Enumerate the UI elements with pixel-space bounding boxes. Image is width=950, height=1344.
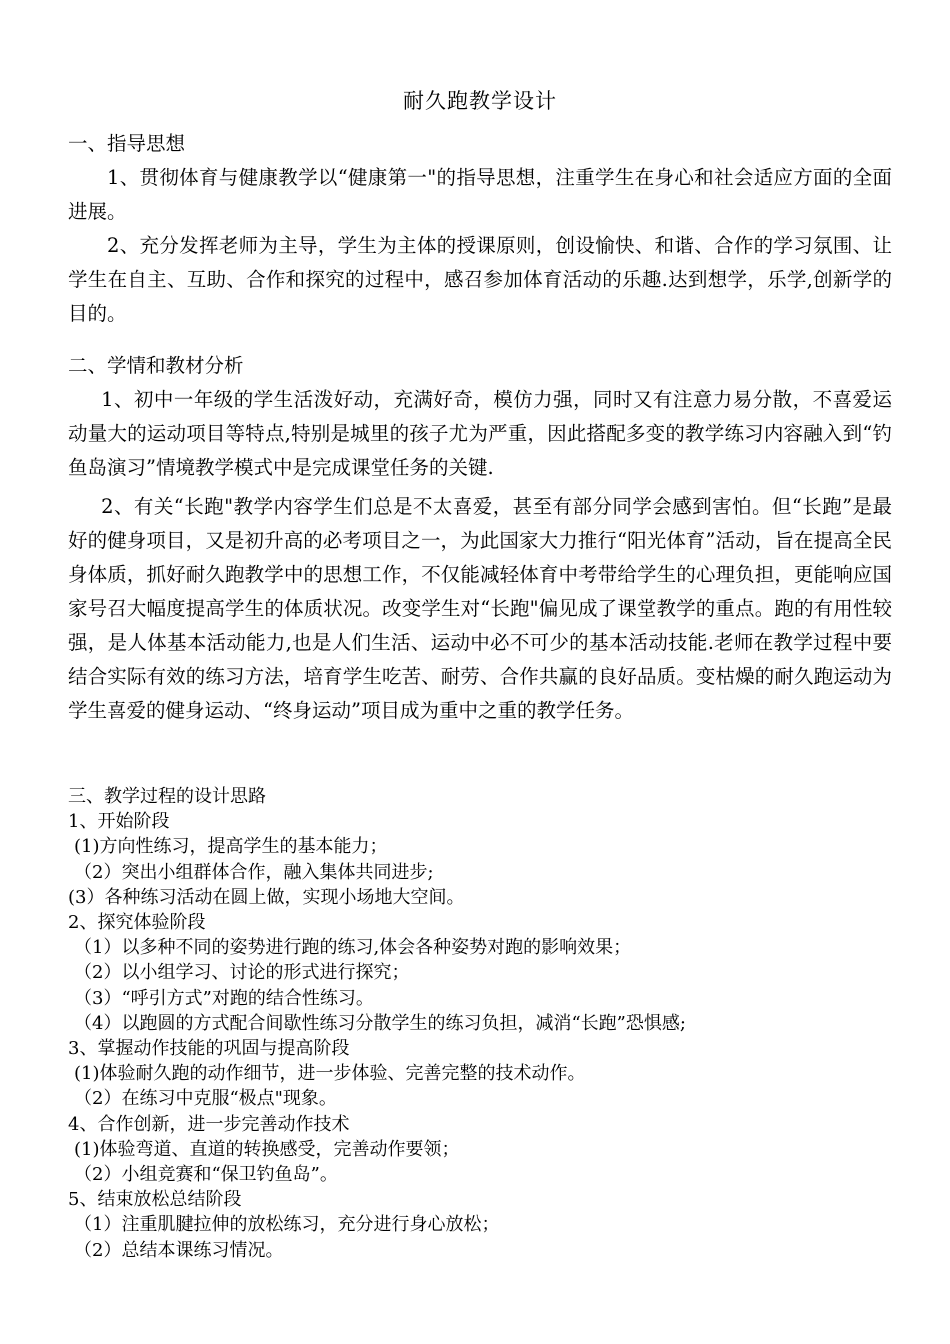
section-guiding-ideology: [68, 127, 892, 331]
stage-item: （2）总结本课练习情况。: [74, 1239, 284, 1261]
section-heading: 三、教学过程的设计思路: [68, 786, 266, 807]
stage-title: 1、开始阶段: [68, 811, 170, 833]
stage-item: （2）突出小组群体合作，融入集体共同进步;: [74, 861, 434, 883]
paragraph: 1、初中一年级的学生活泼好动，充满好奇，模仿力强，同时又有注意力易分散，不喜爱运动量大的运动项目等特点,特别是城里的孩子尤为严重，因此搭配多变的教学练习内容融入到“钓鱼岛演习”情境教学模式中是完成课堂任务的关键.: [68, 388, 892, 479]
paragraph: 2、有关“长跑"教学内容学生们总是不太喜爱，甚至有部分同学会感到害怕。但“长跑”是最好的健身项目，又是初升高的必考项目之一，为此国家大力推行“阳光体育”活动，旨在提高全民身体质，抓好耐久跑教学中的思想工作，不仅能减轻体育中考带给学生的心理负担，更能响应国家号召大幅度提高学生的体质状况。改变学生对“长跑"偏见成了课堂教学的重点。跑的有用性较强，是人体基本活动能力,也是人们生活、运动中必不可少的基本活动技能.老师在教学过程中要结合实际有效的练习方法，培育学生吃苦、耐劳、合作共赢的良好品质。变枯燥的耐久跑运动为学生喜爱的健身运动、“终身运动”项目成为重中之重的教学任务。: [68, 495, 892, 722]
section-student-analysis: [68, 349, 892, 728]
stage-title: 4、合作创新，进一步完善动作技术: [68, 1113, 350, 1135]
stage-item: (1)方向性练习，提高学生的基本能力；: [74, 836, 388, 858]
stage-item: (1)体验弯道、直道的转换感受，完善动作要领；: [74, 1138, 460, 1160]
stage-item: （1）以多种不同的姿势进行跑的练习,体会各种姿势对跑的影响效果；: [74, 937, 632, 959]
paragraph: 1、贯彻体育与健康教学以“健康第一"的指导思想，注重学生在身心和社会适应方面的全面进展。: [68, 166, 892, 223]
stage-title: 3、掌握动作技能的巩固与提高阶段: [68, 1038, 350, 1060]
stage-item: （1）注重肌腱拉伸的放松练习，充分进行身心放松；: [74, 1214, 500, 1236]
paragraph: 2、充分发挥老师为主导，学生为主体的授课原则，创设愉快、和谐、合作的学习氛围、让学生在自主、互助、合作和探究的过程中，感召参加体育活动的乐趣.达到想学，乐学,创新学的目的。: [68, 234, 892, 325]
stage-item: (1)体验耐久跑的动作细节，进一步体验、完善完整的技术动作。: [74, 1063, 586, 1085]
section-heading: 二、学情和教材分析: [68, 354, 244, 377]
section-heading: 一、指导思想: [68, 132, 186, 155]
stage-item: （3）“呼引方式”对跑的结合性练习。: [74, 987, 374, 1009]
stage-item: （2）以小组学习、讨论的形式进行探究；: [74, 962, 410, 984]
stage-item: （4）以跑圆的方式配合间歇性练习分散学生的练习负担，减消“长跑”恐惧感;: [74, 1012, 686, 1034]
stage-title: 5、结束放松总结阶段: [68, 1189, 242, 1211]
stage-item: （2）小组竞赛和“保卫钓鱼岛”。: [74, 1164, 338, 1186]
section-teaching-process: [68, 784, 892, 1263]
stage-item: （2）在练习中克服“极点"现象。: [74, 1088, 337, 1110]
stage-title: 2、探究体验阶段: [68, 912, 206, 934]
document-title: 耐久跑教学设计: [403, 89, 557, 113]
stage-item: (3）各种练习活动在圆上做，实现小场地大空间。: [68, 886, 465, 908]
